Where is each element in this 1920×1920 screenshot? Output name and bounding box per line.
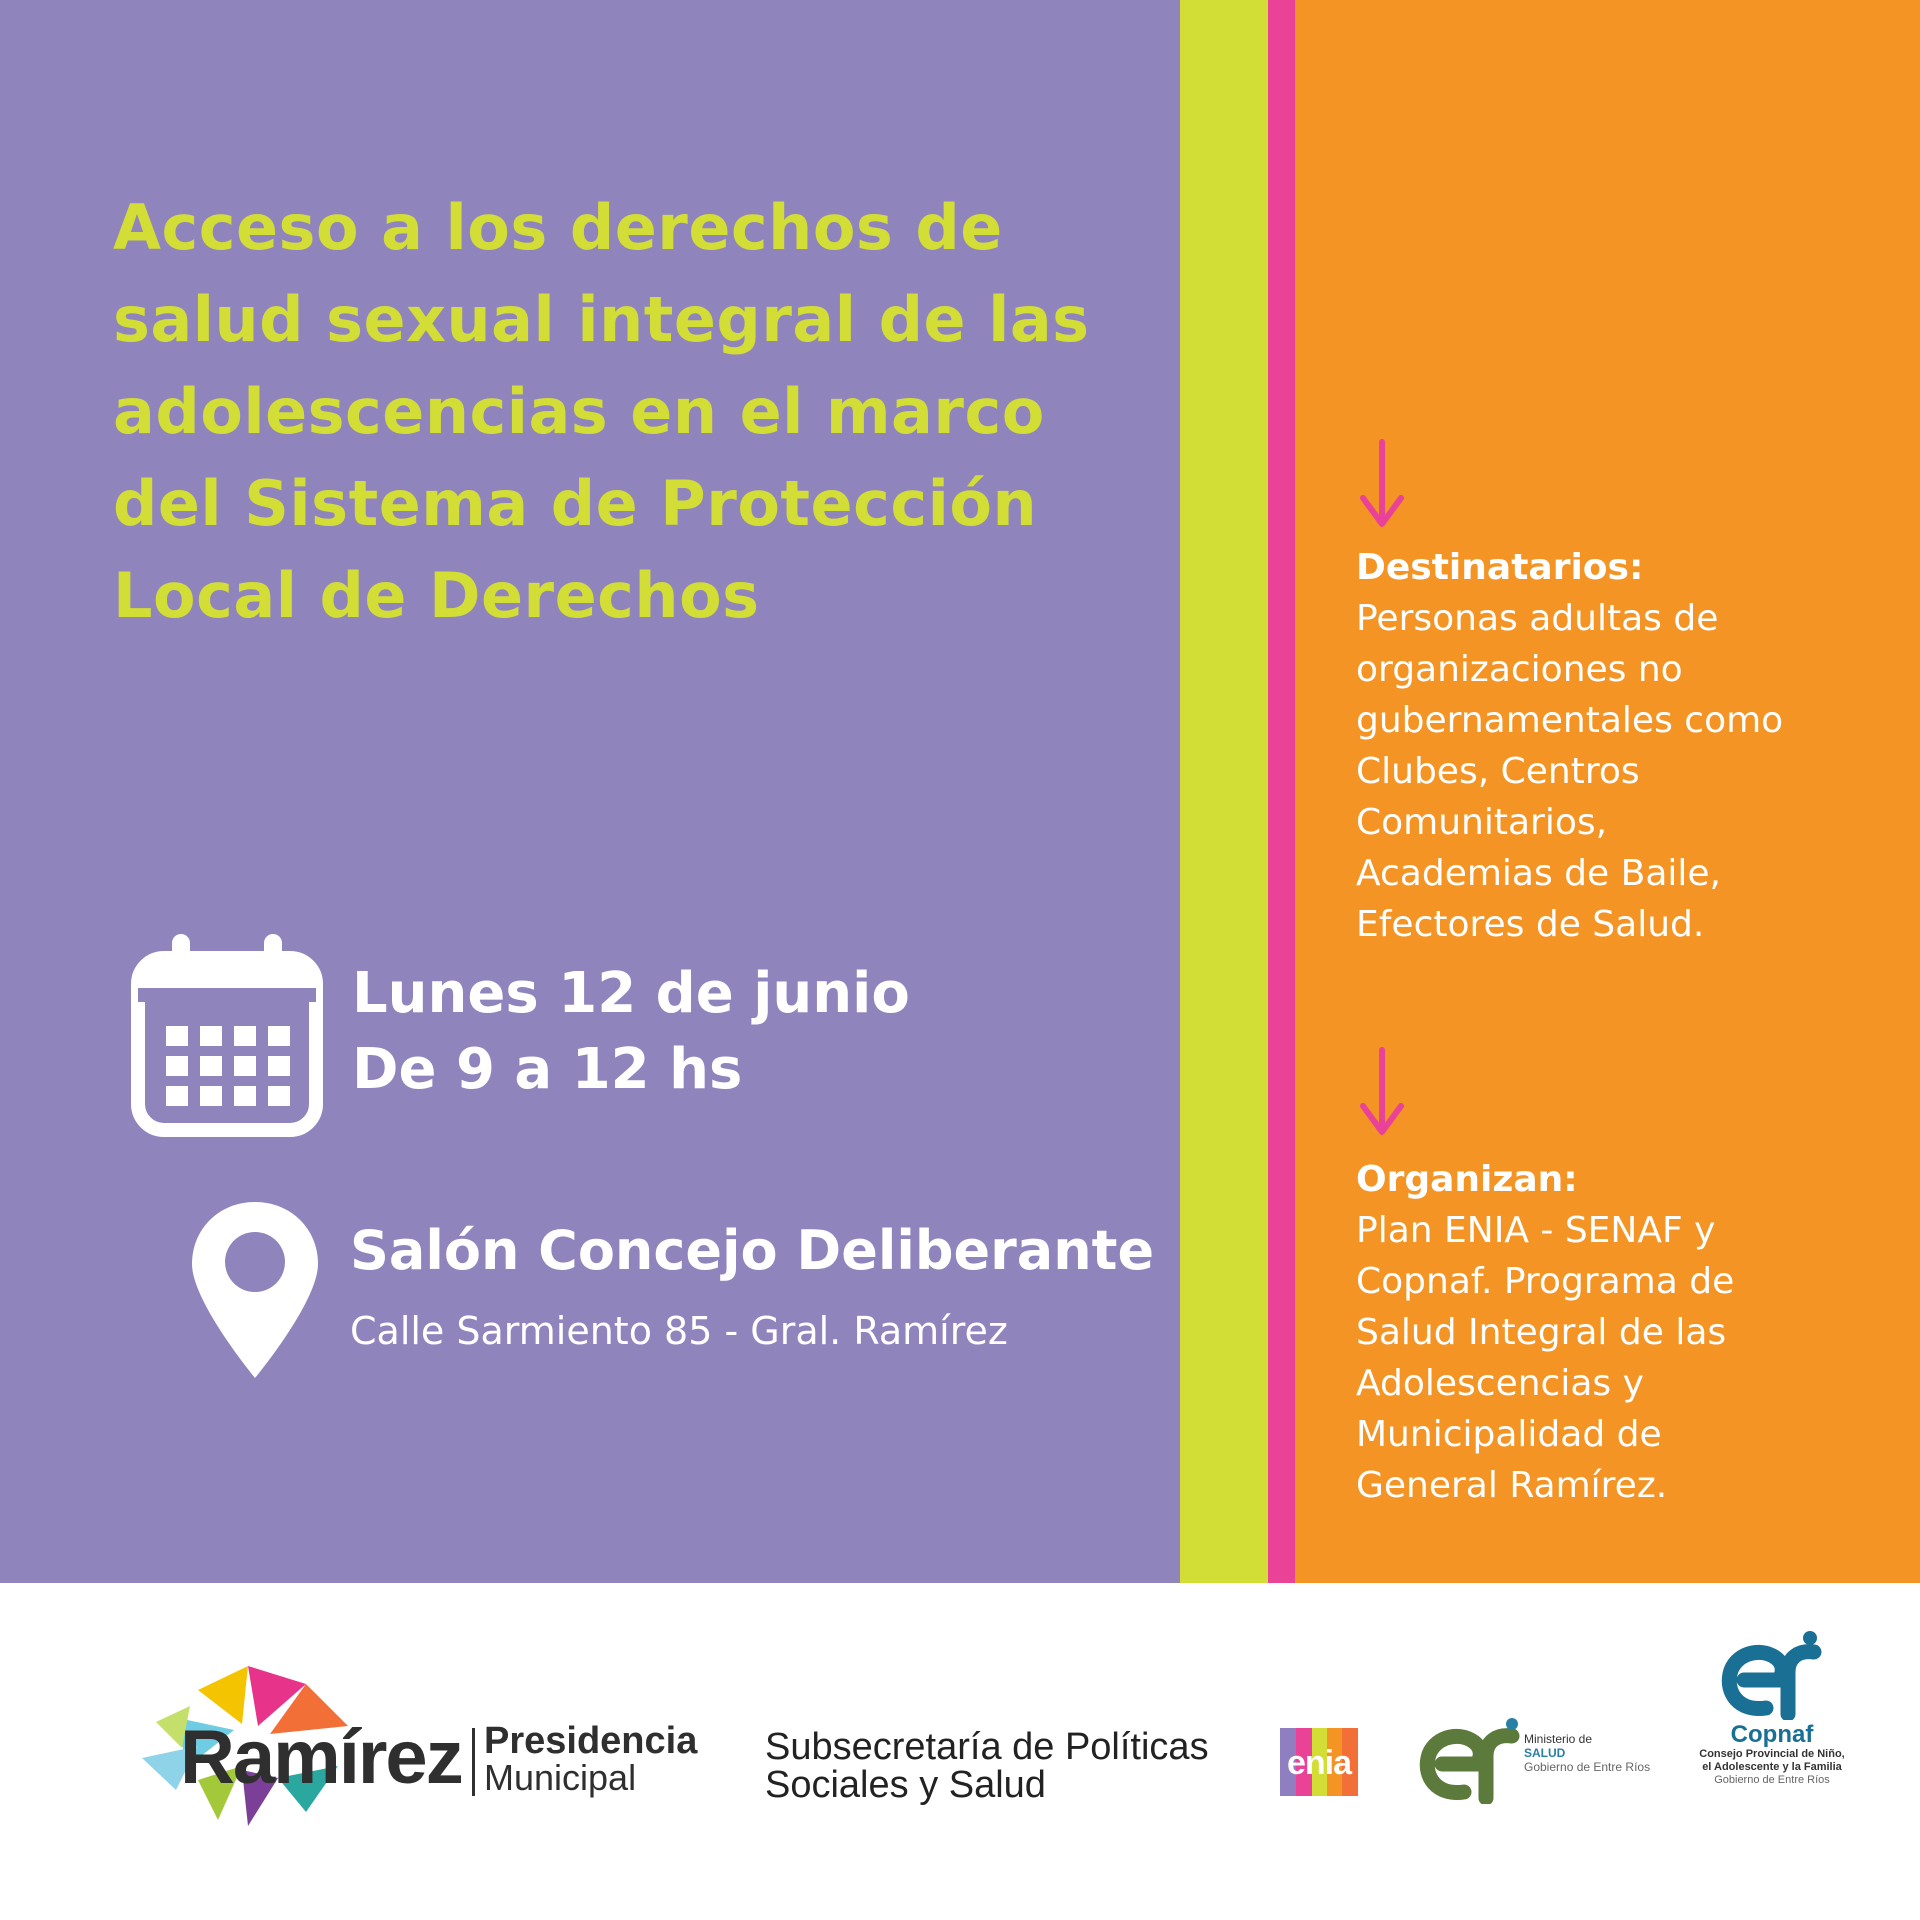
lime-stripe [1180,0,1268,1583]
copnaf-line: Gobierno de Entre Ríos [1714,1774,1830,1786]
event-time: De 9 a 12 hs [352,1037,743,1102]
text-line: General Ramírez. [1356,1465,1668,1506]
location-pin-icon [188,1198,322,1382]
text-line: Academias de Baile, [1356,853,1721,894]
event-date: Lunes 12 de junio [352,961,910,1026]
divider [472,1728,475,1796]
text-line: Municipalidad de [1356,1414,1662,1455]
salud-line-3: Gobierno de Entre Ríos [1524,1760,1651,1774]
text-line: Salud Integral de las [1356,1312,1727,1353]
subsec-line: Subsecretaría de Políticas [765,1726,1209,1768]
copnaf-line: el Adolescente y la Familia [1702,1761,1842,1773]
destinatarios-section [1356,542,1896,950]
enia-logo [1280,1728,1358,1796]
text-line: Copnaf. Programa de [1356,1261,1735,1302]
text-line: Personas adultas de [1356,598,1719,639]
text-line: gubernamentales como [1356,700,1784,741]
title-line: Local de Derechos [113,559,760,632]
text-line: Comunitarios, [1356,802,1608,843]
arrow-down-icon [1355,436,1409,532]
text-line: organizaciones no [1356,649,1683,690]
arrow-down-icon [1355,1044,1409,1140]
presidencia-municipal [484,1722,697,1796]
title-line: adolescencias en el marco [113,375,1045,448]
organizan-section [1356,1154,1896,1511]
destinatarios-text [1356,593,1896,950]
copnaf-wordmark: Copnaf [1730,1721,1814,1748]
copnaf-description [1672,1748,1872,1787]
salud-line-1: Ministerio de [1524,1732,1593,1746]
ramirez-wordmark: Ramírez [180,1715,462,1800]
ministerio-salud-text [1524,1732,1650,1774]
event-datetime [352,956,910,1108]
title-line: salud sexual integral de las [113,283,1090,356]
event-venue: Salón Concejo Deliberante [350,1219,1155,1282]
presidencia-label: Presidencia [484,1720,698,1762]
text-line: Clubes, Centros [1356,751,1640,792]
salud-line-2: SALUD [1524,1746,1566,1760]
text-line: Plan ENIA - SENAF y [1356,1210,1716,1251]
er-salud-logo [1418,1712,1522,1804]
er-copnaf-logo [1720,1628,1824,1720]
organizan-heading: Organizan: [1356,1159,1578,1200]
event-address: Calle Sarmiento 85 - Gral. Ramírez [350,1309,1008,1353]
subsec-line: Sociales y Salud [765,1764,1046,1806]
copnaf-line: Consejo Provincial de Niño, [1699,1748,1845,1760]
title-line: del Sistema de Protección [113,467,1038,540]
text-line: Efectores de Salud. [1356,904,1705,945]
pink-stripe [1268,0,1295,1583]
text-line: Adolescencias y [1356,1363,1644,1404]
subsecretaria-label [765,1728,1209,1804]
municipal-label: Municipal [484,1757,637,1798]
event-title [113,182,1153,642]
calendar-icon [128,930,326,1140]
enia-wordmark: enia [1286,1744,1352,1782]
title-line: Acceso a los derechos de [113,191,1003,264]
organizan-text [1356,1205,1896,1511]
destinatarios-heading: Destinatarios: [1356,547,1644,588]
